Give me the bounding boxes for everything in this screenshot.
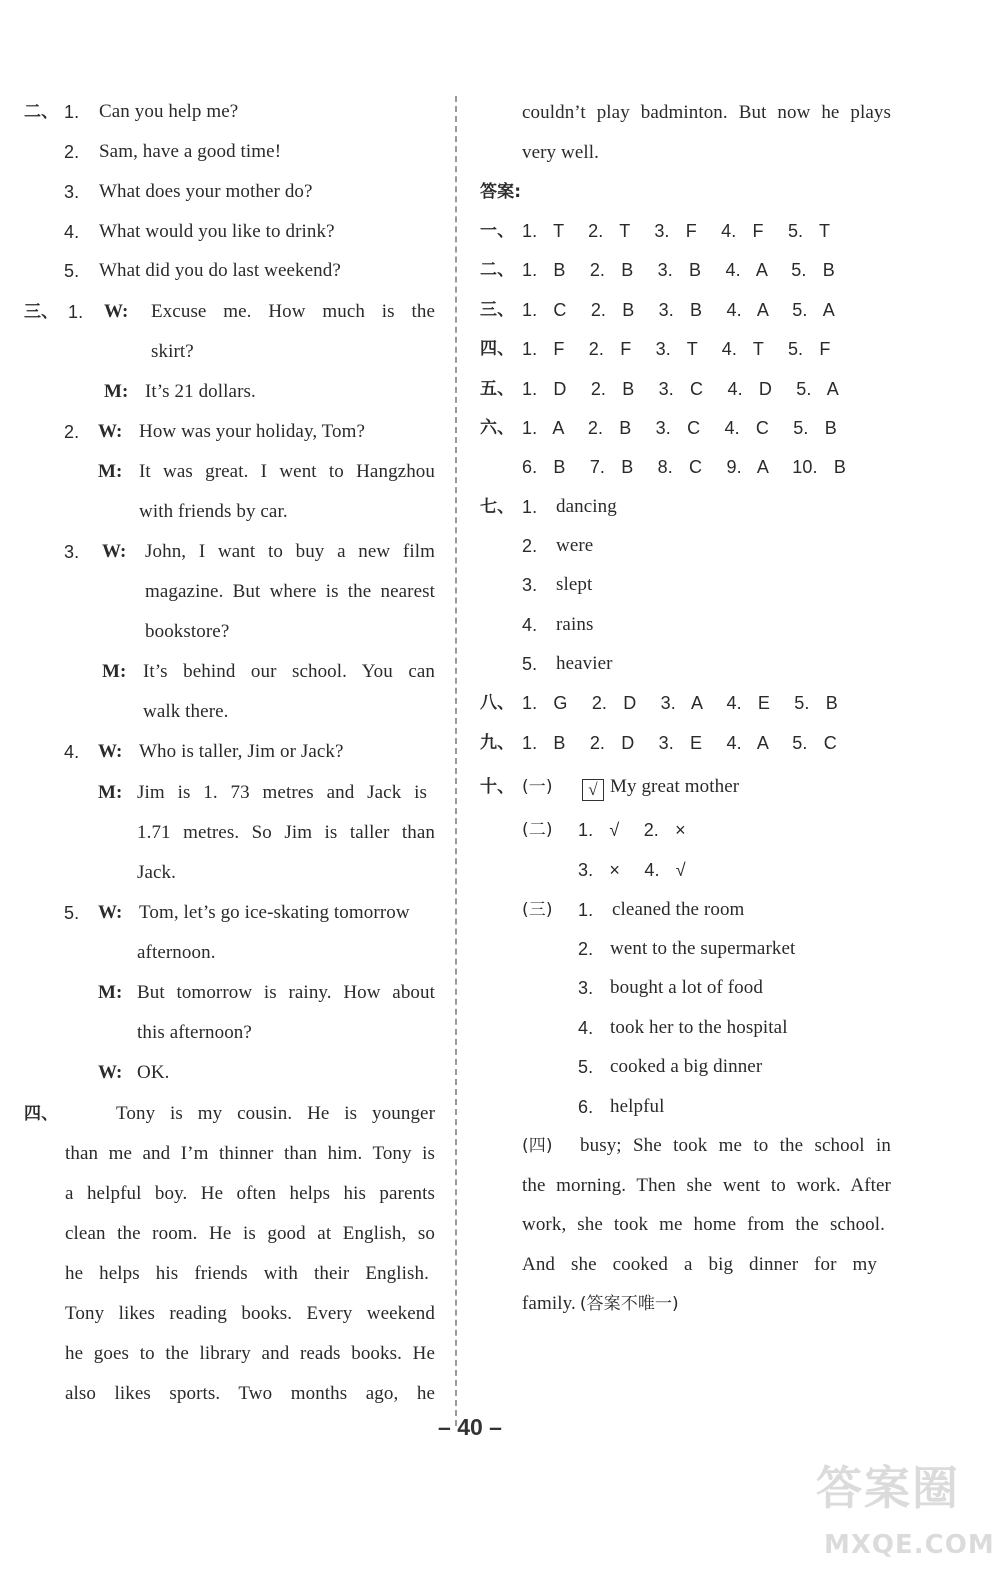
row-label: 八、 bbox=[480, 693, 515, 713]
speaker-m: M: bbox=[98, 782, 123, 803]
item-text: went to the supermarket bbox=[610, 938, 796, 959]
speaker-w: W: bbox=[104, 301, 129, 322]
section-4-label: 四、 bbox=[24, 1104, 59, 1124]
passage-line: And she cooked a big dinner for my bbox=[522, 1254, 877, 1275]
option-text: My great mother bbox=[610, 776, 740, 797]
passage-line: work, she took me home from the school. bbox=[522, 1214, 885, 1235]
speaker-m: M: bbox=[98, 461, 123, 482]
answer-row: 1. √ 2. × bbox=[578, 820, 686, 840]
row-label: 十、 bbox=[480, 777, 515, 797]
passage-line: Tony is my cousin. He is younger bbox=[116, 1103, 435, 1124]
dialogue-line: 1.71 metres. So Jim is taller than bbox=[137, 822, 435, 843]
answer-row: 6. B 7. B 8. C 9. A 10. B bbox=[522, 457, 846, 477]
passage-line: also likes sports. Two months ago, he bbox=[65, 1383, 435, 1404]
item-number: 6. bbox=[578, 1097, 594, 1117]
item-number: 1. bbox=[68, 302, 84, 322]
passage-line: Tony likes reading books. Every weekend bbox=[65, 1303, 435, 1324]
passage-line: couldn’t play badminton. But now he plays bbox=[522, 102, 891, 123]
speaker-w: W: bbox=[98, 1062, 123, 1083]
item-number: 5. bbox=[64, 261, 80, 281]
item-text: were bbox=[556, 535, 594, 556]
row-label: 一、 bbox=[480, 221, 515, 241]
item-number: 5. bbox=[64, 903, 80, 923]
item-number: 1. bbox=[522, 497, 538, 517]
watermark-title: 答案圈 bbox=[816, 1461, 960, 1515]
answer-row: 1. F 2. F 3. T 4. T 5. F bbox=[522, 339, 831, 359]
row-label: 七、 bbox=[480, 497, 515, 517]
answer-row: 3. × 4. √ bbox=[578, 860, 686, 880]
passage-line: the morning. Then she went to work. After bbox=[522, 1175, 891, 1196]
item-text: cooked a big dinner bbox=[610, 1056, 763, 1077]
speaker-w: W: bbox=[98, 741, 123, 762]
item-number: 4. bbox=[522, 615, 538, 635]
row-label: 六、 bbox=[480, 418, 515, 438]
item-number: 3. bbox=[64, 542, 80, 562]
dialogue-line: Jim is 1. 73 metres and Jack is bbox=[137, 782, 427, 803]
dialogue-line: walk there. bbox=[143, 701, 229, 722]
passage-line bbox=[522, 1292, 679, 1316]
answer-row: 1. G 2. D 3. A 4. E 5. B bbox=[522, 693, 838, 713]
speaker-m: M: bbox=[102, 661, 127, 682]
passage-line: very well. bbox=[522, 142, 599, 163]
answer-row: 1. B 2. B 3. B 4. A 5. B bbox=[522, 260, 835, 280]
speaker-w: W: bbox=[98, 421, 123, 442]
part-label: (四) bbox=[522, 1136, 553, 1156]
dialogue-line: Tom, let’s go ice-skating tomorrow bbox=[139, 902, 410, 923]
watermark-logo bbox=[808, 1448, 995, 1578]
item-number: 4. bbox=[578, 1018, 594, 1038]
row-label: 二、 bbox=[480, 260, 515, 280]
checked-option bbox=[582, 775, 739, 801]
item-text: What would you like to drink? bbox=[99, 221, 335, 242]
dialogue-line: bookstore? bbox=[145, 621, 230, 642]
section-3-label: 三、 bbox=[24, 302, 59, 322]
answer-row: 1. C 2. B 3. B 4. A 5. A bbox=[522, 300, 835, 320]
item-number: 1. bbox=[64, 102, 80, 122]
speaker-m: M: bbox=[98, 982, 123, 1003]
speaker-m: M: bbox=[104, 381, 129, 402]
item-number: 2. bbox=[64, 142, 80, 162]
item-text: Sam, have a good time! bbox=[99, 141, 282, 162]
item-number: 2. bbox=[578, 939, 594, 959]
item-text: helpful bbox=[610, 1096, 665, 1117]
dialogue-line: It was great. I went to Hangzhou bbox=[139, 461, 435, 482]
item-number: 5. bbox=[578, 1057, 594, 1077]
item-text: What did you do last weekend? bbox=[99, 260, 341, 281]
item-number: 2. bbox=[522, 536, 538, 556]
item-text: rains bbox=[556, 614, 594, 635]
dialogue-line: skirt? bbox=[151, 341, 194, 362]
dialogue-line: It’s behind our school. You can bbox=[143, 661, 435, 682]
item-text: slept bbox=[556, 574, 593, 595]
dialogue-line: this afternoon? bbox=[137, 1022, 252, 1043]
item-text: cleaned the room bbox=[612, 899, 745, 920]
row-label: 五、 bbox=[480, 379, 515, 399]
passage-line: clean the room. He is good at English, so bbox=[65, 1223, 435, 1244]
answer-row: 1. B 2. D 3. E 4. A 5. C bbox=[522, 733, 837, 753]
answer-row: 1. A 2. B 3. C 4. C 5. B bbox=[522, 418, 837, 438]
dialogue-line: John, I want to buy a new film bbox=[145, 541, 435, 562]
dialogue-line: Who is taller, Jim or Jack? bbox=[139, 741, 344, 762]
answer-row: 1. T 2. T 3. F 4. F 5. T bbox=[522, 221, 831, 241]
speaker-w: W: bbox=[102, 541, 127, 562]
passage-line: than me and I’m thinner than him. Tony is bbox=[65, 1143, 435, 1164]
item-text: bought a lot of food bbox=[610, 977, 763, 998]
column-divider bbox=[455, 96, 457, 1426]
dialogue-line: How was your holiday, Tom? bbox=[139, 421, 366, 442]
section-2-label: 二、 bbox=[24, 102, 59, 122]
dialogue-line: magazine. But where is the nearest bbox=[145, 581, 435, 602]
item-number: 3. bbox=[522, 575, 538, 595]
passage-line: he helps his friends with their English. bbox=[65, 1263, 429, 1284]
item-number: 3. bbox=[64, 182, 80, 202]
dialogue-line: But tomorrow is rainy. How about bbox=[137, 982, 435, 1003]
row-label: 四、 bbox=[480, 339, 515, 359]
passage-line: busy; She took me to the school in bbox=[580, 1135, 891, 1156]
dialogue-line: OK. bbox=[137, 1062, 170, 1083]
page-number: – 40 – bbox=[438, 1414, 502, 1440]
dialogue-line: Excuse me. How much is the bbox=[151, 301, 435, 322]
dialogue-line: with friends by car. bbox=[139, 501, 288, 522]
answer-row: 1. D 2. B 3. C 4. D 5. A bbox=[522, 379, 839, 399]
note: (答案不唯一) bbox=[579, 1294, 679, 1314]
item-number: 2. bbox=[64, 422, 80, 442]
speaker-w: W: bbox=[98, 902, 123, 923]
answers-heading: 答案: bbox=[480, 182, 522, 202]
item-text: took her to the hospital bbox=[610, 1017, 788, 1038]
item-number: 5. bbox=[522, 654, 538, 674]
item-text: heavier bbox=[556, 653, 613, 674]
item-number: 4. bbox=[64, 742, 80, 762]
item-number: 1. bbox=[578, 900, 594, 920]
item-text: What does your mother do? bbox=[99, 181, 313, 202]
item-text: Can you help me? bbox=[99, 101, 239, 122]
passage-line: he goes to the library and reads books. He bbox=[65, 1343, 435, 1364]
item-number: 4. bbox=[64, 222, 80, 242]
part-label: (一) bbox=[522, 777, 553, 797]
item-number: 3. bbox=[578, 978, 594, 998]
watermark-url: MXQE.COM bbox=[824, 1530, 995, 1560]
dialogue-line: It’s 21 dollars. bbox=[145, 381, 256, 402]
checkmark-icon: √ bbox=[582, 779, 604, 801]
dialogue-line: afternoon. bbox=[137, 942, 216, 963]
passage-text: family. bbox=[522, 1293, 576, 1314]
item-text: dancing bbox=[556, 496, 617, 517]
row-label: 三、 bbox=[480, 300, 515, 320]
part-label: (二) bbox=[522, 820, 553, 840]
row-label: 九、 bbox=[480, 733, 515, 753]
dialogue-line: Jack. bbox=[137, 862, 177, 883]
passage-line: a helpful boy. He often helps his parents bbox=[65, 1183, 435, 1204]
part-label: (三) bbox=[522, 900, 553, 920]
